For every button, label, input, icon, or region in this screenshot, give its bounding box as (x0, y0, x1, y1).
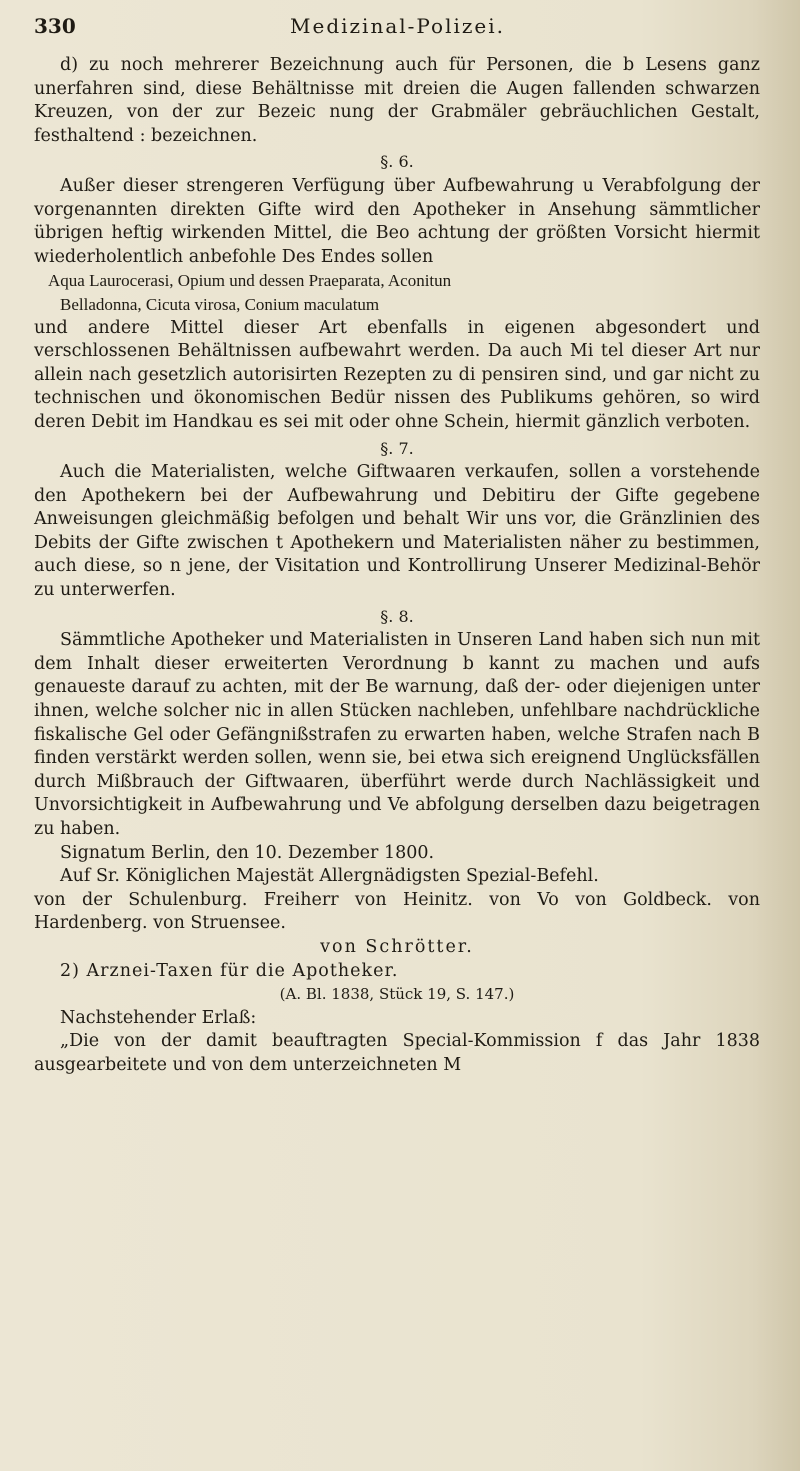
paragraph-6-continued: und andere Mittel dieser Art ebenfalls in eigenen abgesondert und verschlossenen Behältnissen aufbewahrt werden. Da auch Mi tel dieser Art nur allein nach gesetzlich autorisirten Rezepten zu di pensiren sind, und gar nicht zu technischen und ökonomischen Bedür nissen des Publikums gehören, so wird deren Debit im Handkau es sei mit oder ohne Schein, hiermit gänzlich verboten. (34, 317, 760, 432)
section-heading-8: §. 8. (380, 606, 414, 626)
paragraph-7: Auch die Materialisten, welche Giftwaaren verkaufen, sollen a vorstehende den Apothekern bei der Aufbewahrung und Debitiru der Gifte gegebene Anweisungen gleichmäßig befolgen und behalt Wir uns vor, die Gränzlinien des Debits der Gifte zwischen t Apothekern und Materialisten näher zu bestimmen, auch diese, so n jene, der Visitation und Kontrollirung Unserer Medizinal-Behör zu unterwerfen. (34, 462, 760, 601)
decree-intro: Nachstehender Erlaß: (60, 1007, 257, 1028)
paragraph-8: Sämmtliche Apotheker und Materialisten in Unseren Land haben sich nun mit dem Inhalt dieser erweiterten Verordnung b kannt zu machen und aufs genaueste darauf zu achten, mit der Be warnung, daß der- oder diejenigen unter ihnen, welche solcher nic in allen Stücken nachleben, unfehlbare nachdrückliche fiskalische Gel oder Gefängnißstrafen zu erwarten haben, welche Strafen nach B finden verstärkt werden sollen, wenn sie, bei etwa sich ereignend Unglücksfällen durch Mißbrauch der Giftwaaren, überführt werde durch Nachlässigkeit und Unvorsichtigkeit in Aufbewahrung und Ve abfolgung derselben dazu beigetragen zu haben. (34, 630, 760, 839)
decree-quote: „Die von der damit beauftragten Special-Kommission f das Jahr 1838 ausgearbeitete und von dem unterzeichneten M (34, 1031, 760, 1075)
paragraph-6: Außer dieser strengeren Verfügung über Aufbewahrung u Verabfolgung der vorgenannten direkten Gifte wird den Apotheker in Ansehung sämmtlicher übrigen heftig wirkenden Mittel, die Beo achtung der größten Vorsicht hiermit wiederholentlich anbefohle Des Endes sollen (34, 175, 760, 267)
running-title: Medizinal-Polizei. (290, 14, 506, 38)
latin-list-line-1: Aqua Laurocerasi, Opium und dessen Praeparata, Aconitun (48, 271, 452, 291)
section-2-reference: (A. Bl. 1838, Stück 19, S. 147.) (279, 985, 515, 1004)
latin-list-line-2: Belladonna, Cicuta virosa, Conium maculatum (60, 294, 380, 314)
signatories-line-2: von Schrötter. (320, 936, 474, 957)
paragraph-d: d) zu noch mehrerer Bezeichnung auch für Personen, die b Lesens ganz unerfahren sind, diese Behältnisse mit dreien die Augen fallenden schwarzen Kreuzen, von der zur Bezeic nung der Grabmäler gebräuchlichen Gestalt, festhaltend : bezeichnen. (34, 55, 760, 146)
section-heading-6: §. 6. (380, 152, 414, 172)
page-number: 330 (34, 14, 76, 38)
section-2-heading: 2) Arznei-Taxen für die Apotheker. (60, 960, 399, 981)
document-body (34, 54, 760, 1078)
royal-order-line: Auf Sr. Königlichen Majestät Allergnädigsten Spezial-Befehl. (60, 866, 599, 887)
signature-line: Signatum Berlin, den 10. Dezember 1800. (60, 842, 435, 863)
section-heading-7: §. 7. (380, 438, 414, 458)
signatories-line-1: von der Schulenburg. Freiherr von Heinitz. von Vo von Goldbeck. von Hardenberg. von Struensee. (34, 889, 760, 934)
page-header (34, 14, 760, 54)
